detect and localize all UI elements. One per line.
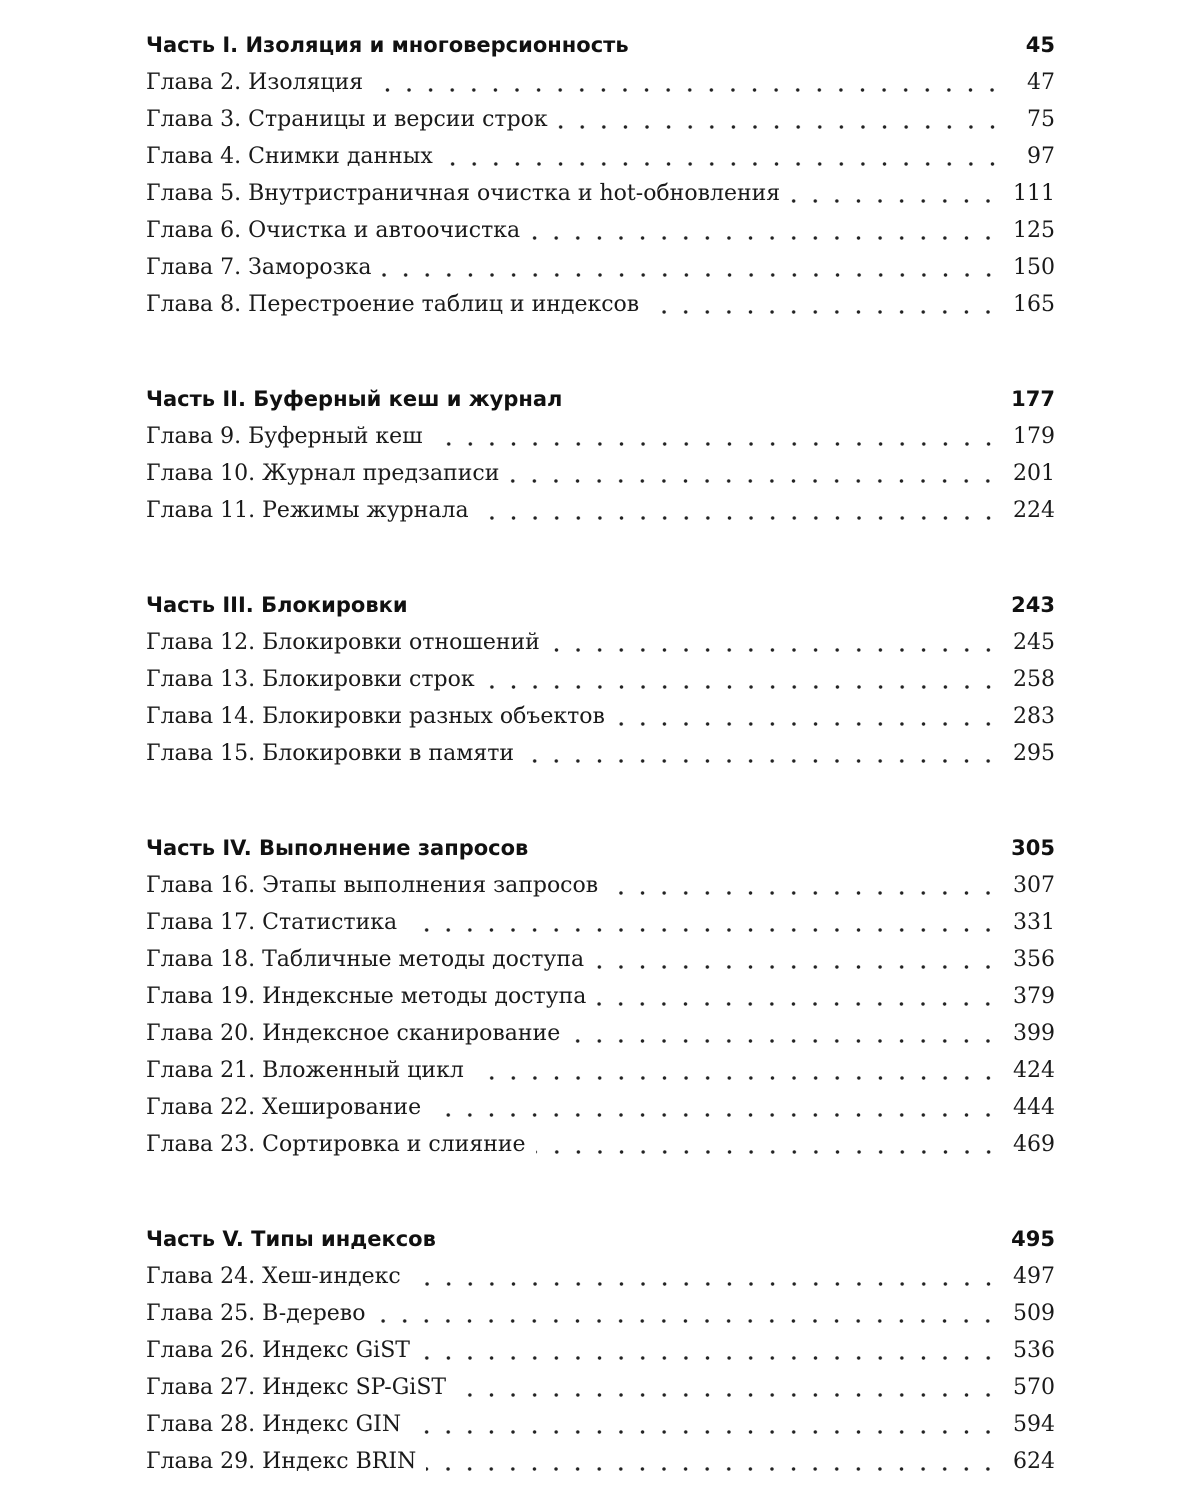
- part-heading[interactable]: [146, 587, 1055, 624]
- chapter-title: Глава 20. Индексное сканирование: [146, 1021, 561, 1046]
- chapter-page-number: 201: [1013, 461, 1055, 486]
- chapter-page-number: 47: [1027, 70, 1055, 95]
- part-page-number: 243: [1011, 593, 1055, 617]
- part-page-number: 177: [1011, 387, 1055, 411]
- chapter-title: Глава 14. Блокировки разных объектов: [146, 704, 605, 729]
- chapter-entry[interactable]: [146, 1126, 1055, 1163]
- chapter-title: Глава 13. Блокировки строк: [146, 667, 475, 692]
- dot-leader: [407, 928, 999, 932]
- chapter-page-number: 295: [1013, 741, 1055, 766]
- chapter-title: Глава 27. Индекс SP-GiST: [146, 1375, 447, 1400]
- chapter-page-number: 224: [1013, 498, 1055, 523]
- dot-leader: [649, 310, 999, 314]
- chapter-page-number: 245: [1013, 630, 1055, 655]
- dot-leader: [550, 648, 999, 652]
- dot-leader: [411, 1282, 999, 1286]
- chapter-page-number: 283: [1013, 704, 1055, 729]
- chapter-title: Глава 18. Табличные методы доступа: [146, 947, 585, 972]
- chapter-page-number: 594: [1013, 1412, 1055, 1437]
- chapter-page-number: 356: [1013, 947, 1055, 972]
- part-page-number: 305: [1011, 836, 1055, 860]
- chapter-page-number: 497: [1013, 1264, 1055, 1289]
- chapter-page-number: 624: [1013, 1449, 1055, 1474]
- chapter-title: Глава 17. Статистика: [146, 910, 398, 935]
- dot-leader: [456, 1393, 999, 1397]
- chapter-title: Глава 4. Снимки данных: [146, 144, 433, 169]
- dot-leader: [530, 236, 999, 240]
- chapter-title: Глава 7. Заморозка: [146, 255, 372, 280]
- chapter-title: Глава 28. Индекс GIN: [146, 1412, 402, 1437]
- chapter-title: Глава 12. Блокировки отношений: [146, 630, 540, 655]
- part-page-number: 495: [1011, 1227, 1055, 1251]
- chapter-page-number: 444: [1013, 1095, 1055, 1120]
- chapter-entry[interactable]: [146, 286, 1055, 323]
- dot-leader: [479, 516, 999, 520]
- chapter-page-number: 165: [1013, 292, 1055, 317]
- chapter-entry[interactable]: [146, 698, 1055, 735]
- chapter-page-number: 424: [1013, 1058, 1055, 1083]
- dot-leader: [474, 1076, 999, 1080]
- chapter-entry[interactable]: [146, 492, 1055, 529]
- chapter-entry[interactable]: [146, 138, 1055, 175]
- chapter-page-number: 179: [1013, 424, 1055, 449]
- dot-leader: [443, 162, 1003, 166]
- dot-leader: [536, 1150, 999, 1154]
- chapter-entry[interactable]: [146, 941, 1055, 978]
- chapter-page-number: 331: [1013, 910, 1055, 935]
- chapter-page-number: 150: [1013, 255, 1055, 280]
- chapter-title: Глава 26. Индекс GiST: [146, 1338, 410, 1363]
- chapter-title: Глава 3. Страницы и версии строк: [146, 107, 548, 132]
- chapter-page-number: 111: [1013, 181, 1055, 206]
- part-heading[interactable]: [146, 830, 1055, 867]
- chapter-page-number: 399: [1013, 1021, 1055, 1046]
- dot-leader: [420, 1356, 999, 1360]
- chapter-entry[interactable]: [146, 101, 1055, 138]
- chapter-entry[interactable]: [146, 904, 1055, 941]
- chapter-title: Глава 23. Сортировка и слияние: [146, 1132, 526, 1157]
- table-of-contents: [146, 27, 1055, 1480]
- chapter-entry[interactable]: [146, 1443, 1055, 1480]
- toc-part: [146, 587, 1055, 772]
- dot-leader: [596, 1002, 999, 1006]
- part-heading[interactable]: [146, 1221, 1055, 1258]
- chapter-page-number: 570: [1013, 1375, 1055, 1400]
- chapter-entry[interactable]: [146, 661, 1055, 698]
- chapter-page-number: 509: [1013, 1301, 1055, 1326]
- chapter-entry[interactable]: [146, 175, 1055, 212]
- chapter-title: Глава 9. Буферный кеш: [146, 424, 423, 449]
- chapter-entry[interactable]: [146, 1052, 1055, 1089]
- chapter-title: Глава 2. Изоляция: [146, 70, 364, 95]
- chapter-title: Глава 16. Этапы выполнения запросов: [146, 873, 599, 898]
- toc-part: [146, 27, 1055, 323]
- dot-leader: [608, 891, 999, 895]
- chapter-page-number: 125: [1013, 218, 1055, 243]
- dot-leader: [431, 1113, 999, 1117]
- chapter-entry[interactable]: [146, 735, 1055, 772]
- dot-leader: [790, 199, 999, 203]
- chapter-page-number: 469: [1013, 1132, 1055, 1157]
- chapter-title: Глава 6. Очистка и автоочистка: [146, 218, 521, 243]
- chapter-entry[interactable]: [146, 867, 1055, 904]
- part-title: Часть I. Изоляция и многоверсионность: [146, 33, 629, 57]
- chapter-title: Глава 5. Внутристраничная очистка и hot-обновления: [146, 181, 781, 206]
- chapter-page-number: 307: [1013, 873, 1055, 898]
- chapter-entry[interactable]: [146, 1258, 1055, 1295]
- chapter-page-number: 379: [1013, 984, 1055, 1009]
- part-title: Часть IV. Выполнение запросов: [146, 836, 529, 860]
- dot-leader: [485, 685, 999, 689]
- chapter-page-number: 97: [1027, 144, 1055, 169]
- chapter-entry[interactable]: [146, 624, 1055, 661]
- dot-leader: [615, 722, 999, 726]
- dot-leader: [524, 759, 999, 763]
- dot-leader: [373, 88, 1003, 92]
- dot-leader: [382, 273, 999, 277]
- part-page-number: 45: [1025, 33, 1055, 57]
- chapter-entry[interactable]: [146, 249, 1055, 286]
- dot-leader: [411, 1430, 999, 1434]
- chapter-title: Глава 21. Вложенный цикл: [146, 1058, 464, 1083]
- chapter-entry[interactable]: [146, 1406, 1055, 1443]
- chapter-title: Глава 24. Хеш-индекс: [146, 1264, 401, 1289]
- chapter-entry[interactable]: [146, 1015, 1055, 1052]
- chapter-title: Глава 19. Индексные методы доступа: [146, 984, 587, 1009]
- chapter-page-number: 536: [1013, 1338, 1055, 1363]
- dot-leader: [509, 479, 999, 483]
- part-heading[interactable]: [146, 27, 1055, 64]
- part-title: Часть III. Блокировки: [146, 593, 408, 617]
- dot-leader: [558, 125, 1003, 129]
- chapter-entry[interactable]: [146, 212, 1055, 249]
- part-title: Часть V. Типы индексов: [146, 1227, 436, 1251]
- chapter-entry[interactable]: [146, 64, 1055, 101]
- dot-leader: [426, 1467, 999, 1471]
- chapter-title: Глава 25. B-дерево: [146, 1301, 366, 1326]
- chapter-title: Глава 10. Журнал предзаписи: [146, 461, 500, 486]
- toc-part: [146, 1221, 1055, 1480]
- chapter-entry[interactable]: [146, 1089, 1055, 1126]
- chapter-entry[interactable]: [146, 1332, 1055, 1369]
- chapter-entry[interactable]: [146, 1295, 1055, 1332]
- dot-leader: [433, 442, 999, 446]
- dot-leader: [375, 1319, 999, 1323]
- chapter-entry[interactable]: [146, 418, 1055, 455]
- chapter-title: Глава 22. Хеширование: [146, 1095, 422, 1120]
- chapter-title: Глава 15. Блокировки в памяти: [146, 741, 515, 766]
- toc-part: [146, 830, 1055, 1163]
- chapter-page-number: 258: [1013, 667, 1055, 692]
- chapter-title: Глава 8. Перестроение таблиц и индексов: [146, 292, 640, 317]
- toc-part: [146, 381, 1055, 529]
- dot-leader: [570, 1039, 999, 1043]
- dot-leader: [594, 965, 999, 969]
- chapter-entry[interactable]: [146, 455, 1055, 492]
- part-heading[interactable]: [146, 381, 1055, 418]
- part-title: Часть II. Буферный кеш и журнал: [146, 387, 563, 411]
- chapter-page-number: 75: [1027, 107, 1055, 132]
- chapter-entry[interactable]: [146, 978, 1055, 1015]
- chapter-entry[interactable]: [146, 1369, 1055, 1406]
- chapter-title: Глава 11. Режимы журнала: [146, 498, 469, 523]
- chapter-title: Глава 29. Индекс BRIN: [146, 1449, 417, 1474]
